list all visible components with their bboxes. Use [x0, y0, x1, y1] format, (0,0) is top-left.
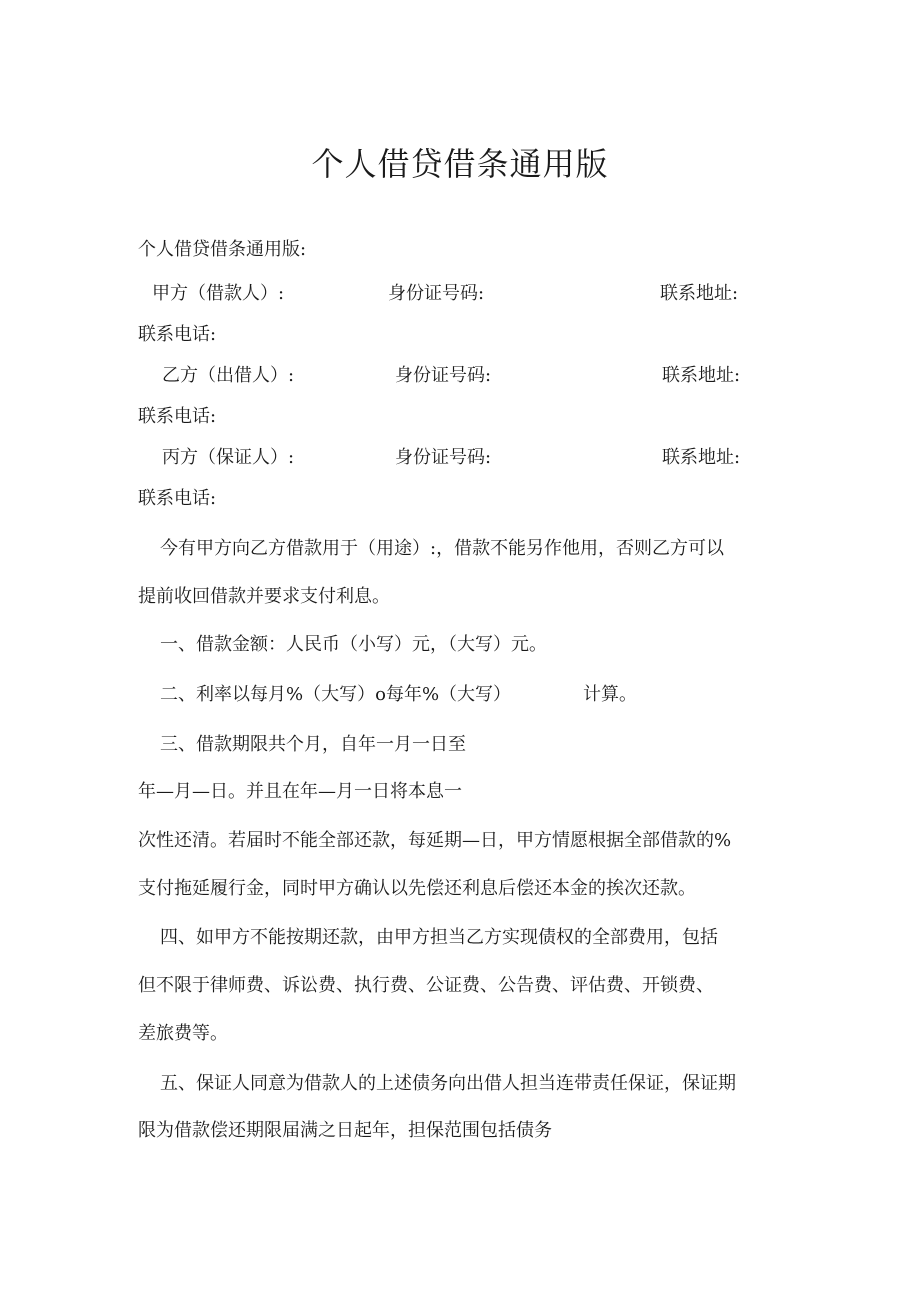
clause-3-term-line-2: 年—月—日。并且在年—月一日将本息一: [138, 781, 462, 802]
intro-line: 个人借贷借条通用版:: [138, 239, 307, 260]
party-c-label: 丙方（保证人）:: [162, 447, 295, 468]
party-b-address-label: 联系地址:: [662, 365, 741, 386]
clause-1-amount: 一、借款金额：人民币（小写）元，（大写）元。: [160, 634, 547, 655]
clause-4-costs-line-1: 四、如甲方不能按期还款，由甲方担当乙方实现债权的全部费用，包括: [160, 927, 718, 948]
party-b-id-label: 身份证号码:: [395, 365, 492, 386]
party-c-id-label: 身份证号码:: [395, 447, 492, 468]
clause-2-interest-tail: 计算。: [583, 684, 637, 705]
clause-4-costs-line-2: 但不限于律师费、诉讼费、执行费、公证费、公告费、评估费、开锁费、: [138, 975, 714, 996]
party-c-phone-label: 联系电话:: [138, 488, 217, 509]
party-b-phone-label: 联系电话:: [138, 406, 217, 427]
clause-3-term-line-1: 三、借款期限共个月，自年一月一日至: [160, 734, 466, 755]
clause-3-term-line-4: 支付拖延履行金，同时甲方确认以先偿还利息后偿还本金的挨次还款。: [138, 878, 696, 899]
clause-5-guarantee-line-2: 限为借款偿还期限届满之日起年，担保范围包括债务: [138, 1120, 552, 1141]
party-a-address-label: 联系地址:: [660, 283, 739, 304]
clause-5-guarantee-line-1: 五、保证人同意为借款人的上述债务向出借人担当连带责任保证，保证期: [160, 1073, 736, 1094]
paragraph-purpose-line-2: 提前收回借款并要求支付利息。: [138, 586, 390, 607]
party-a-phone-label: 联系电话:: [138, 324, 217, 345]
clause-4-costs-line-3: 差旅费等。: [138, 1023, 228, 1044]
party-c-address-label: 联系地址:: [662, 447, 741, 468]
party-a-id-label: 身份证号码:: [388, 283, 485, 304]
clause-2-interest: 二、利率以每月%（大写）o每年%（大写）: [160, 684, 512, 705]
party-a-label: 甲方（借款人）:: [152, 283, 285, 304]
document-title: 个人借贷借条通用版: [311, 145, 609, 183]
clause-3-term-line-3: 次性还清。若届时不能全部还款，每延期—日，甲方情愿根据全部借款的%: [138, 830, 732, 851]
paragraph-purpose-line-1: 今有甲方向乙方借款用于（用途）:，借款不能另作他用，否则乙方可以: [160, 538, 725, 559]
party-b-label: 乙方（出借人）:: [162, 365, 295, 386]
